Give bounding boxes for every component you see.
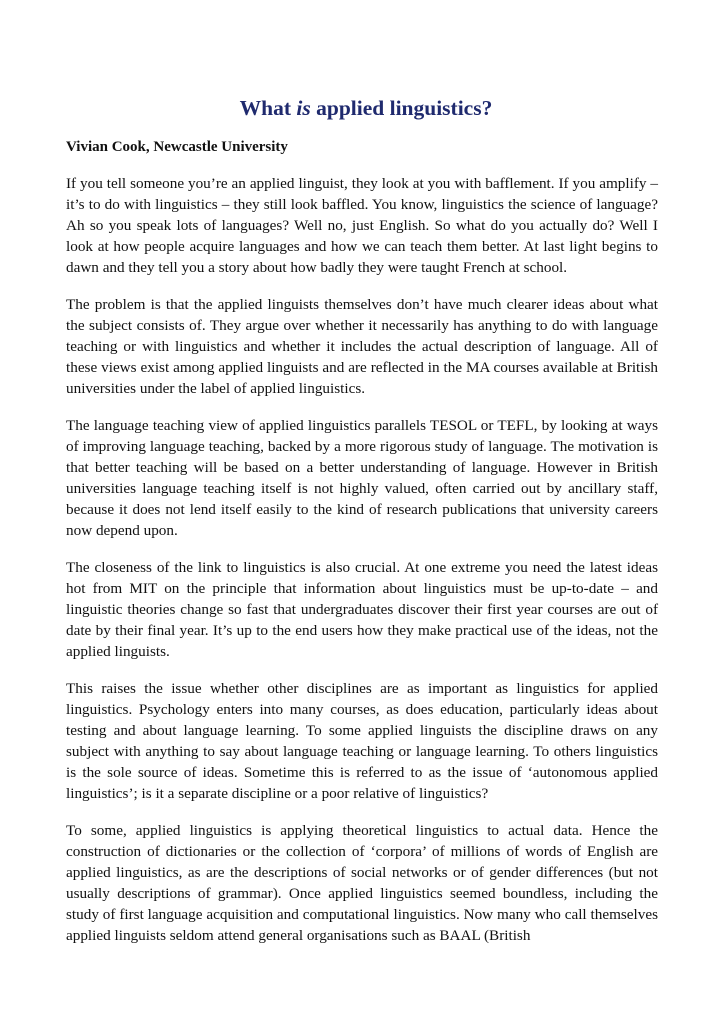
paragraph-1: If you tell someone you’re an applied linguist, they look at you with bafflement. If you amplify – it’s to do with linguistics – they still look baffled. You know, linguistics the science of language? Ah so you speak lots of languages? Well no, just English. So what do you actually do? Well I look at how people acquire languages and how we can teach them better. At last light begins to dawn and they tell you a story about how badly they were taught French at school. <box>66 175 658 276</box>
document-title <box>66 95 658 121</box>
paragraph-6: To some, applied linguistics is applying theoretical linguistics to actual data. Hence the construction of dictionaries or the collection of ‘corpora’ of millions of words of English are applied linguistics, as are the descriptions of social networks or of gender differences (but not usually descriptions of grammar). Once applied linguistics seemed boundless, including the study of first language acquisition and computational linguistics. Now many who call themselves applied linguists seldom attend general organisations such as BAAL (British <box>66 822 658 944</box>
paragraph-3: The language teaching view of applied linguistics parallels TESOL or TEFL, by looking at ways of improving language teaching, backed by a more rigorous study of language. The motivation is that better teaching will be based on a better understanding of language. However in British universities language teaching itself is not highly valued, often carried out by ancillary staff, because it does not lend itself easily to the kind of research publications that university careers now depend upon. <box>66 417 658 539</box>
paragraph-5: This raises the issue whether other disciplines are as important as linguistics for applied linguistics. Psychology enters into many courses, as does education, particularly ideas about testing and about language learning. To some applied linguists the discipline draws on any subject with anything to say about language teaching or language learning. To others linguistics is the sole source of ideas. Sometime this is referred to as the issue of ‘autonomous applied linguistics’; is it a separate discipline or a poor relative of linguistics? <box>66 680 658 802</box>
title-text-end: applied linguistics? <box>310 96 493 120</box>
title-text-start: What <box>239 96 297 120</box>
paragraph-2: The problem is that the applied linguists themselves don’t have much clearer ideas about what the subject consists of. They argue over whether it necessarily has anything to do with language teaching or with linguistics and whether it includes the actual description of language. All of these views exist among applied linguists and are reflected in the MA courses available at British universities under the label of applied linguistics. <box>66 296 658 397</box>
title-emphasis: is <box>296 96 311 120</box>
author-line: Vivian Cook, Newcastle University <box>66 139 288 155</box>
document-page <box>66 95 658 962</box>
paragraph-4: The closeness of the link to linguistics is also crucial. At one extreme you need the latest ideas hot from MIT on the principle that information about linguistics must be up-to-date – and linguistic theories change so fast that undergraduates discover their first year courses are out of date by their final year. It’s up to the end users how they make practical use of the ideas, not the applied linguists. <box>66 559 658 660</box>
